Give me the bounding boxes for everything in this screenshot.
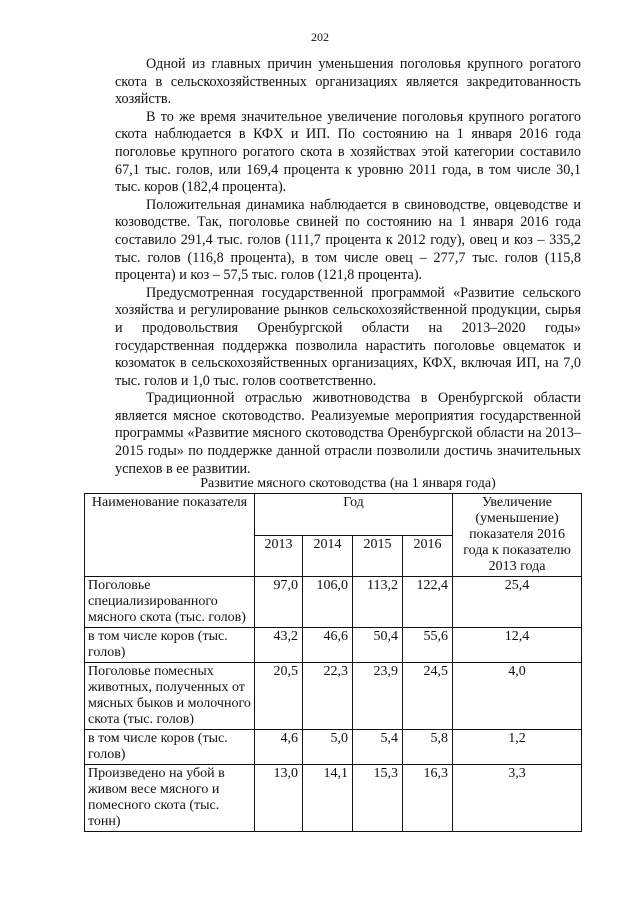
row-name: Поголовье помесных животных, полученных от мясных быков и молочного скота (тыс. голов)	[85, 663, 255, 730]
cell-value: 4,6	[255, 730, 303, 765]
cell-value: 55,6	[403, 628, 453, 663]
row-name: Произведено на убой в живом весе мясного и помесного скота (тыс. тонн)	[85, 765, 255, 832]
paragraph: Положительная динамика наблюдается в свиноводстве, овцеводстве и козоводстве. Так, поголовье свиней по состоянию на 1 января 2016 года составило 291,4 тыс. голов (111,7 процента к 2012 году), овец и коз – 335,2 тыс. голов (116,8 процента), в том числе овец – 277,7 тыс. голов (115,8 процента) и коз – 57,5 тыс. голов (121,8 процента).	[115, 196, 581, 284]
cell-value: 14,1	[303, 765, 353, 832]
table-caption: Развитие мясного скотоводства (на 1 января года)	[200, 476, 496, 491]
row-name: в том числе коров (тыс. голов)	[85, 730, 255, 765]
cell-value: 106,0	[303, 577, 353, 628]
cell-value: 43,2	[255, 628, 303, 663]
cell-value: 23,9	[353, 663, 403, 730]
table-row	[85, 765, 582, 832]
row-name: Поголовье специализированного мясного скота (тыс. голов)	[85, 577, 255, 628]
header-name: Наименование показателя	[85, 494, 255, 577]
cell-value: 122,4	[403, 577, 453, 628]
header-year: Год	[255, 494, 453, 536]
cell-value: 16,3	[403, 765, 453, 832]
page-number: 202	[311, 30, 329, 44]
year-header: 2016	[403, 535, 453, 577]
cell-value: 15,3	[353, 765, 403, 832]
header-change: Увеличение (уменьшение) показателя 2016 года к показателю 2013 года	[453, 494, 582, 577]
cell-value: 5,4	[353, 730, 403, 765]
data-table	[84, 493, 582, 832]
table-row	[85, 663, 582, 730]
cell-value: 97,0	[255, 577, 303, 628]
year-header: 2015	[353, 535, 403, 577]
year-header: 2013	[255, 535, 303, 577]
year-header: 2014	[303, 535, 353, 577]
paragraph: Предусмотренная государственной программой «Развитие сельского хозяйства и регулирование рынков сельскохозяйственной продукции, сырья и продовольствия Оренбургской области на 2013–2020 годы» государственная поддержка позволила нарастить поголовье овцематок и козоматок в сельскохозяйственных организациях, КФХ, включая ИП, на 7,0 тыс. голов и 1,0 тыс. голов соответственно.	[115, 284, 581, 389]
cell-value: 13,0	[255, 765, 303, 832]
table-row	[85, 730, 582, 765]
cell-value: 5,0	[303, 730, 353, 765]
paragraph: Одной из главных причин уменьшения поголовья крупного рогатого скота в сельскохозяйственных организациях является закредитованность хозяйств.	[115, 56, 581, 108]
cell-value: 24,5	[403, 663, 453, 730]
cell-change: 1,2	[453, 730, 582, 765]
cell-value: 46,6	[303, 628, 353, 663]
paragraph: В то же время значительное увеличение поголовья крупного рогатого скота наблюдается в КФХ и ИП. По состоянию на 1 января 2016 года поголовье крупного рогатого скота в хозяйствах этой категории составило 67,1 тыс. голов, или 169,4 процента к уровню 2011 года, в том числе 30,1 тыс. коров (182,4 процента).	[115, 108, 581, 196]
cell-value: 22,3	[303, 663, 353, 730]
cell-value: 20,5	[255, 663, 303, 730]
table-row	[85, 577, 582, 628]
cell-change: 3,3	[453, 765, 582, 832]
table-row	[85, 628, 582, 663]
paragraph: Традиционной отраслью животноводства в Оренбургской области является мясное скотоводство. Реализуемые мероприятия государственной программы «Развитие мясного скотоводства Оренбургской области на 2013–2015 годы» по поддержке данной отрасли позволили достичь значительных успехов в ее развитии.	[115, 390, 581, 477]
cell-value: 5,8	[403, 730, 453, 765]
cell-value: 113,2	[353, 577, 403, 628]
row-name: в том числе коров (тыс. голов)	[85, 628, 255, 663]
cell-change: 4,0	[453, 663, 582, 730]
cell-change: 12,4	[453, 628, 582, 663]
cell-value: 50,4	[353, 628, 403, 663]
cell-change: 25,4	[453, 577, 582, 628]
body-text	[115, 56, 581, 478]
